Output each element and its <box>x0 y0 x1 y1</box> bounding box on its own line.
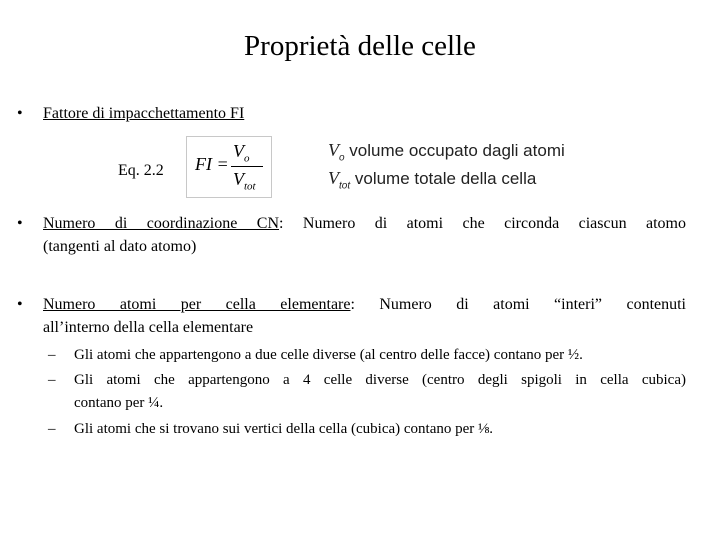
dash-marker: – <box>48 347 56 363</box>
dash-marker: – <box>48 372 56 388</box>
bullet-fi-label: Fattore di impacchettamento FI <box>43 105 245 122</box>
subitem-edges-line2: contano per ¼. <box>74 395 164 411</box>
formula-denominator: $V_{tot}$ <box>233 169 256 193</box>
subitem-vertices: Gli atomi che si trovano sui vertici della cella (cubica) contano per ⅛. <box>74 421 494 437</box>
bullet-marker: • <box>17 105 23 122</box>
slide-title: Proprietà delle celle <box>244 30 476 62</box>
bullet-atoms-line1: Numero atomi per cella elementare: Numero di atomi “interi” contenuti <box>43 296 687 313</box>
dash-marker: – <box>48 421 56 437</box>
fraction-bar <box>231 166 263 167</box>
legend-vo: $V_o$ volume occupato dagli atomi <box>328 140 565 164</box>
legend-vtot: $V_{tot}$ volume totale della cella <box>328 168 537 192</box>
formula-numerator: $V_o$ <box>233 141 250 165</box>
bullet-cn-line1: Numero di coordinazione CN: Numero di atomi che circonda ciascun atomo <box>43 215 686 232</box>
formula-lhs: FI = <box>195 154 229 174</box>
subitem-faces: Gli atomi che appartengono a due celle diverse (al centro delle facce) contano per ½. <box>74 347 583 363</box>
bullet-cn-line2: (tangenti al dato atomo) <box>43 238 197 255</box>
bullet-marker: • <box>17 215 23 232</box>
formula-fi <box>186 136 272 198</box>
bullet-atoms-line2: all’interno della cella elementare <box>43 319 254 336</box>
bullet-marker: • <box>17 296 23 313</box>
subitem-edges-line1: Gli atomi che appartengono a 4 celle diverse (centro degli spigoli in cella cubica) <box>74 372 686 388</box>
equation-label: Eq. 2.2 <box>118 162 164 179</box>
